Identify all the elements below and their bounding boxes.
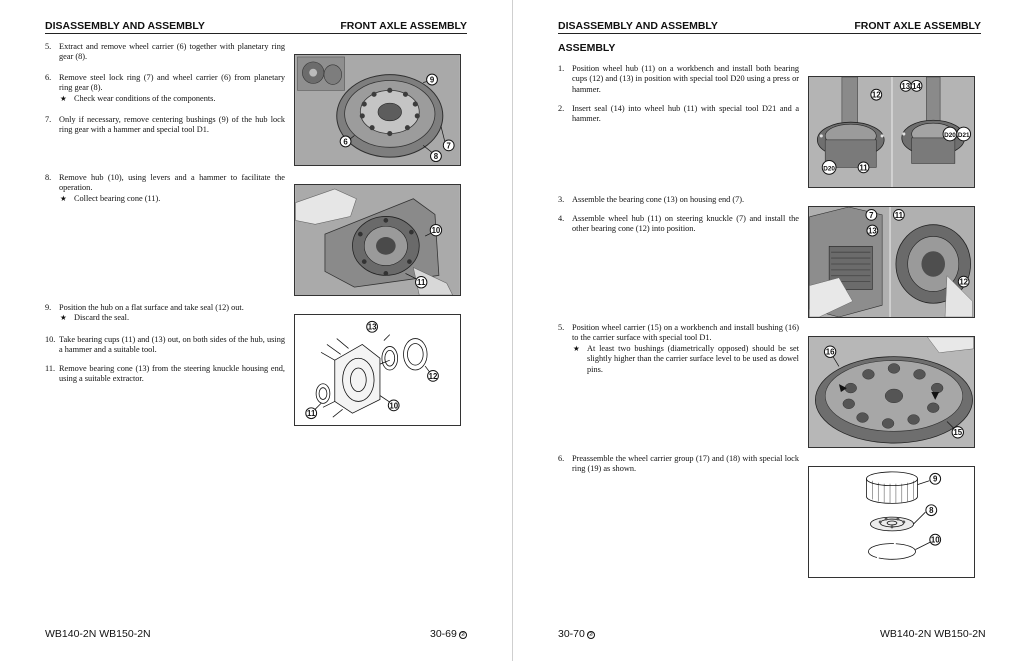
callout-10 xyxy=(388,400,399,411)
figure-hub-exploded-art xyxy=(295,315,460,425)
left-footer-page xyxy=(430,628,467,640)
page-number: 30-70 xyxy=(558,628,585,640)
step-text: Assemble the bearing cone (13) on housing end (7). xyxy=(572,195,745,204)
callout-9 xyxy=(427,74,438,85)
left-step-5 xyxy=(45,42,285,63)
right-step-1 xyxy=(558,64,799,95)
svg-text:11: 11 xyxy=(894,210,904,220)
callout-13 xyxy=(900,80,911,91)
left-footer-model: WB140-2N WB150-2N xyxy=(45,628,151,640)
callout-8 xyxy=(926,505,937,516)
svg-text:16: 16 xyxy=(825,347,835,357)
callout-11 xyxy=(306,408,317,419)
right-page xyxy=(513,0,1024,661)
left-step-11 xyxy=(45,364,285,385)
callout-8 xyxy=(431,151,442,162)
step-number: 3. xyxy=(558,195,565,204)
right-step-5 xyxy=(558,323,799,375)
callout-9 xyxy=(930,473,941,484)
right-step-4 xyxy=(558,214,799,235)
callout-13 xyxy=(367,321,378,332)
figure-wheel-carrier-ring-gear xyxy=(294,54,461,166)
right-footer-model: WB140-2N WB150-2N xyxy=(880,628,986,640)
left-step-7 xyxy=(45,115,285,136)
figure-wheel-carrier-ring-gear-art xyxy=(295,55,460,165)
right-footer-page xyxy=(558,628,595,640)
svg-text:12: 12 xyxy=(959,277,969,287)
step-number: 11. xyxy=(45,364,56,373)
step-note xyxy=(59,194,285,204)
step-number: 8. xyxy=(45,173,52,182)
callout-16 xyxy=(824,346,835,357)
step-note xyxy=(572,344,799,375)
step-text: Remove hub (10), using levers and a hammer to facilitate the operation. xyxy=(59,173,285,193)
callout-11 xyxy=(858,162,869,173)
star-icon: ★ xyxy=(60,193,67,203)
callout-15 xyxy=(952,427,963,438)
svg-text:11: 11 xyxy=(417,278,426,288)
step-text: Only if necessary, remove centering bushings (9) of the hub lock ring gear with a hammer and special tool D1. xyxy=(59,115,285,135)
callout-10 xyxy=(930,534,941,545)
step-number: 9. xyxy=(45,303,52,312)
right-step-3 xyxy=(558,195,799,205)
figure-hub-removal xyxy=(294,184,461,296)
step-number: 10. xyxy=(45,335,56,344)
svg-text:D20: D20 xyxy=(823,165,835,173)
svg-text:7: 7 xyxy=(446,141,451,151)
callout-12 xyxy=(958,276,969,287)
step-number: 5. xyxy=(558,323,565,332)
step-note-text: Check wear conditions of the components. xyxy=(74,93,216,103)
section-title: ASSEMBLY xyxy=(558,42,616,54)
step-text: Position the hub on a flat surface and take seal (12) out. xyxy=(59,303,244,312)
left-step-10 xyxy=(45,335,285,356)
step-text: Insert seal (14) into wheel hub (11) with special tool D21 and a hammer. xyxy=(572,104,799,124)
callout-d20-left xyxy=(822,160,836,174)
callout-d20-right xyxy=(943,127,957,141)
step-number: 1. xyxy=(558,64,565,73)
figure-bearing-cone-hub-art xyxy=(809,207,974,317)
step-text: Remove bearing cone (13) from the steering knuckle housing end, using a suitable extractor. xyxy=(59,364,285,384)
step-note-text: Collect bearing cone (11). xyxy=(74,193,161,203)
step-note-text: At least two bushings (diametrically opposed) should be set slightly higher than the carrier surface level to be used as dowel pins. xyxy=(587,343,799,374)
svg-text:10: 10 xyxy=(389,401,399,411)
svg-text:12: 12 xyxy=(428,371,438,381)
step-number: 6. xyxy=(558,454,565,463)
step-text: Position wheel hub (11) on a workbench and install both bearing cups (12) and (13) in position with special tool D20 using a press or hammer. xyxy=(572,64,799,94)
step-note xyxy=(59,94,285,104)
svg-text:13: 13 xyxy=(367,322,377,332)
page-number: 30-69 xyxy=(430,628,457,640)
left-step-6 xyxy=(45,73,285,104)
right-header-section: DISASSEMBLY AND ASSEMBLY xyxy=(558,20,718,32)
step-text: Assemble wheel hub (11) on steering knuckle (7) and install the other bearing cone (12) into position. xyxy=(572,214,799,234)
step-number: 5. xyxy=(45,42,52,51)
step-text: Take bearing cups (11) and (13) out, on both sides of the hub, using a hammer and a suitable tool. xyxy=(59,335,285,355)
step-number: 4. xyxy=(558,214,565,223)
callout-14 xyxy=(911,80,922,91)
step-text: Position wheel carrier (15) on a workbench and install bushing (16) to the carrier surface with special tool D1. xyxy=(572,323,799,343)
right-step-6 xyxy=(558,454,799,475)
callout-6 xyxy=(340,136,351,147)
right-header-topic: FRONT AXLE ASSEMBLY xyxy=(854,20,981,32)
callout-12 xyxy=(871,89,882,100)
star-icon: ★ xyxy=(60,313,67,323)
svg-text:9: 9 xyxy=(429,75,435,85)
step-note xyxy=(59,313,285,323)
right-page-header xyxy=(558,20,981,34)
callout-12 xyxy=(428,370,439,381)
step-note-text: Discard the seal. xyxy=(74,313,130,323)
callout-7 xyxy=(866,209,877,220)
callout-d21 xyxy=(957,127,971,141)
step-number: 6. xyxy=(45,73,52,82)
svg-text:8: 8 xyxy=(929,506,934,516)
svg-text:12: 12 xyxy=(871,90,881,100)
figure-carrier-group-exploded-art xyxy=(809,467,974,577)
star-icon: ★ xyxy=(60,93,67,103)
step-text: Preassemble the wheel carrier group (17) and (18) with special lock ring (19) as shown. xyxy=(572,454,799,474)
svg-text:10: 10 xyxy=(431,226,441,236)
svg-text:7: 7 xyxy=(869,210,874,220)
right-step-2 xyxy=(558,104,799,125)
figure-carrier-group-exploded xyxy=(808,466,975,578)
star-icon: ★ xyxy=(573,343,580,353)
callout-7 xyxy=(443,140,454,151)
svg-text:11: 11 xyxy=(307,409,316,419)
left-page-header xyxy=(45,20,467,34)
left-step-9 xyxy=(45,303,285,324)
svg-text:13: 13 xyxy=(901,81,911,91)
figure-bearing-cups-install-art xyxy=(809,77,974,187)
callout-13 xyxy=(867,225,878,236)
svg-text:9: 9 xyxy=(933,474,938,484)
svg-text:13: 13 xyxy=(867,226,877,236)
step-text: Extract and remove wheel carrier (6) together with planetary ring gear (8). xyxy=(59,42,285,62)
svg-text:D20: D20 xyxy=(944,131,956,139)
svg-text:14: 14 xyxy=(912,81,921,91)
callout-11 xyxy=(416,277,427,288)
figure-hub-removal-art xyxy=(295,185,460,295)
figure-hub-exploded xyxy=(294,314,461,426)
left-step-8 xyxy=(45,173,285,204)
figure-wheel-carrier-bushings-art xyxy=(809,337,974,447)
figure-bearing-cups-install xyxy=(808,76,975,188)
svg-text:10: 10 xyxy=(930,535,940,545)
step-text: Remove steel lock ring (7) and wheel carrier (6) from planetary ring gear (8). xyxy=(59,73,285,93)
figure-bearing-cone-hub xyxy=(808,206,975,318)
callout-11 xyxy=(893,209,904,220)
svg-text:D21: D21 xyxy=(957,131,970,139)
left-header-topic: FRONT AXLE ASSEMBLY xyxy=(340,20,467,32)
revision-mark-icon: ② xyxy=(460,632,466,638)
svg-text:8: 8 xyxy=(433,152,439,162)
svg-text:15: 15 xyxy=(953,428,963,438)
left-header-section: DISASSEMBLY AND ASSEMBLY xyxy=(45,20,205,32)
figure-wheel-carrier-bushings xyxy=(808,336,975,448)
step-number: 2. xyxy=(558,104,565,113)
svg-text:6: 6 xyxy=(343,137,348,147)
callout-10 xyxy=(430,224,441,235)
revision-mark-icon: ② xyxy=(588,632,594,638)
step-number: 7. xyxy=(45,115,52,124)
svg-text:11: 11 xyxy=(859,163,868,173)
